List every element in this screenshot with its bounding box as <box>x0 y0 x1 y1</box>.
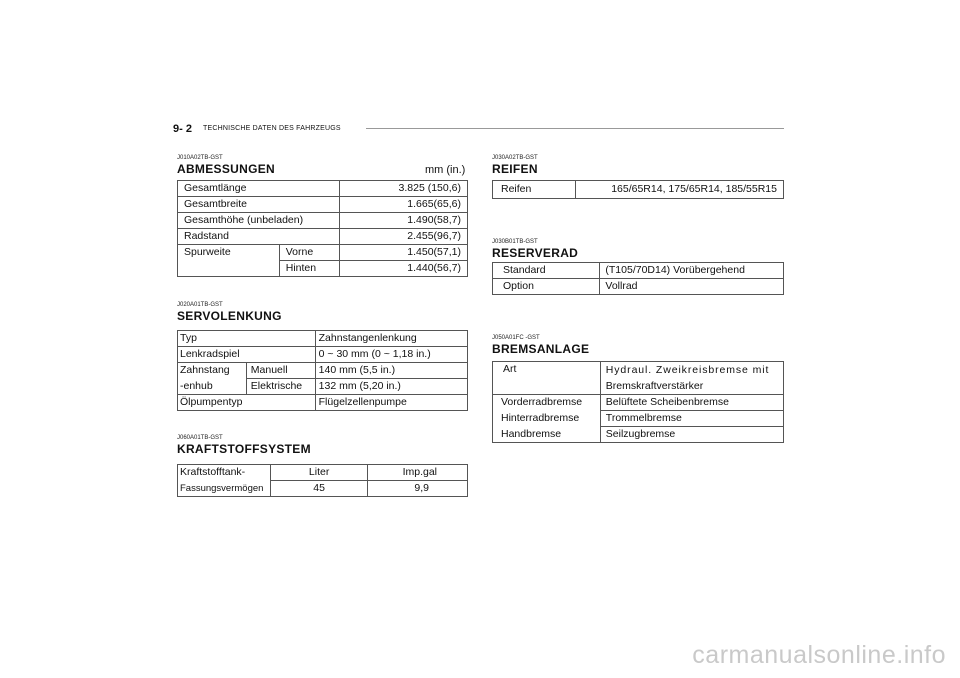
bremsanlage-code: J050A01FC -GST <box>492 335 540 341</box>
table-row <box>493 362 784 395</box>
row-value: 2.455(96,7) <box>339 229 467 245</box>
art-value <box>600 362 783 395</box>
reserverad-code: J030B01TB-GST <box>492 239 538 245</box>
bremsanlage-table <box>492 361 784 443</box>
spurweite-label: Spurweite <box>178 245 280 277</box>
spurweite-front-value: 1.450(57,1) <box>339 245 467 261</box>
vorderradbremse-label: Vorderradbremse <box>493 395 601 411</box>
reifen-label: Reifen <box>493 181 576 199</box>
servolenkung-code: J020A01TB-GST <box>177 302 223 308</box>
table-row <box>493 411 784 427</box>
abmessungen-heading: ABMESSUNGEN <box>177 162 275 176</box>
reifen-table <box>492 180 784 199</box>
row-value: 1.490(58,7) <box>339 213 467 229</box>
row-value: 3.825 (150,6) <box>339 181 467 197</box>
pumpentyp-label: Ölpumpentyp <box>178 395 316 411</box>
row-label: Gesamtlänge <box>178 181 340 197</box>
table-row <box>493 279 784 295</box>
kraftstoff-label-1: Kraftstofftank- <box>178 465 271 481</box>
kraftstoff-heading: KRAFTSTOFFSYSTEM <box>177 442 311 456</box>
zahnstangenhub-label-2: -enhub <box>178 379 247 395</box>
row-label: Radstand <box>178 229 340 245</box>
reifen-code: J030A02TB-GST <box>492 155 538 161</box>
table-row <box>178 395 468 411</box>
table-row <box>178 229 468 245</box>
page-title: TECHNISCHE DATEN DES FAHRZEUGS <box>203 125 341 132</box>
impgal-value: 9,9 <box>368 481 468 497</box>
elektrisch-label: Elektrische <box>246 379 315 395</box>
table-row <box>178 481 468 497</box>
hinterradbremse-value: Trommelbremse <box>600 411 783 427</box>
art-value-line-1: Hydraul. Zweikreisbremse mit <box>605 364 770 376</box>
pumpentyp-value: Flügelzellenpumpe <box>315 395 467 411</box>
spurweite-front-label: Vorne <box>279 245 339 261</box>
zahnstangenhub-label-1: Zahnstang <box>178 363 247 379</box>
option-label: Option <box>493 279 600 295</box>
vorderradbremse-value: Belüftete Scheibenbremse <box>600 395 783 411</box>
handbremse-value: Seilzugbremse <box>600 427 783 443</box>
kraftstoff-code: J060A01TB-GST <box>177 435 223 441</box>
kraftstoff-label-2: Fassungsvermögen <box>178 481 271 497</box>
table-row <box>493 395 784 411</box>
lenkradspiel-value: 0 ~ 30 mm (0 ~ 1,18 in.) <box>315 347 467 363</box>
spurweite-rear-value: 1.440(56,7) <box>339 261 467 277</box>
manuell-label: Manuell <box>246 363 315 379</box>
typ-value: Zahnstangenlenkung <box>315 331 467 347</box>
handbremse-label: Handbremse <box>493 427 601 443</box>
table-row <box>178 347 468 363</box>
lenkradspiel-label: Lenkradspiel <box>178 347 316 363</box>
row-label: Gesamtbreite <box>178 197 340 213</box>
reserverad-heading: RESERVERAD <box>492 246 579 260</box>
kraftstoff-table <box>177 464 468 497</box>
row-value: 1.665(65,6) <box>339 197 467 213</box>
option-value: Vollrad <box>600 279 784 295</box>
table-row <box>178 465 468 481</box>
liter-value: 45 <box>270 481 367 497</box>
abmessungen-table <box>177 180 468 277</box>
table-row <box>178 245 468 261</box>
standard-value: (T105/70D14) Vorübergehend <box>600 263 784 279</box>
reserverad-table <box>492 262 784 295</box>
typ-label: Typ <box>178 331 316 347</box>
table-row <box>178 331 468 347</box>
abmessungen-unit: mm (in.) <box>425 164 466 176</box>
table-row <box>178 197 468 213</box>
table-row <box>178 379 468 395</box>
table-row <box>493 181 784 199</box>
table-row <box>178 363 468 379</box>
watermark: carmanualsonline.info <box>692 641 946 669</box>
servolenkung-table <box>177 330 468 411</box>
art-label: Art <box>493 362 601 395</box>
abmessungen-code: J010A02TB-GST <box>177 155 223 161</box>
table-row <box>178 181 468 197</box>
spurweite-rear-label: Hinten <box>279 261 339 277</box>
table-row <box>493 263 784 279</box>
impgal-label: Imp.gal <box>368 465 468 481</box>
servolenkung-heading: SERVOLENKUNG <box>177 309 282 323</box>
reifen-value: 165/65R14, 175/65R14, 185/55R15 <box>576 181 784 199</box>
standard-label: Standard <box>493 263 600 279</box>
hinterradbremse-label: Hinterradbremse <box>493 411 601 427</box>
manuell-value: 140 mm (5,5 in.) <box>315 363 467 379</box>
table-row <box>178 213 468 229</box>
header-rule <box>366 128 784 129</box>
table-row <box>493 427 784 443</box>
bremsanlage-heading: BREMSANLAGE <box>492 342 590 356</box>
art-value-line-2: Bremskraftverstärker <box>605 380 704 392</box>
liter-label: Liter <box>270 465 367 481</box>
row-label: Gesamthöhe (unbeladen) <box>178 213 340 229</box>
elektrisch-value: 132 mm (5,20 in.) <box>315 379 467 395</box>
reifen-heading: REIFEN <box>492 162 538 176</box>
page-number: 9- 2 <box>173 123 192 135</box>
